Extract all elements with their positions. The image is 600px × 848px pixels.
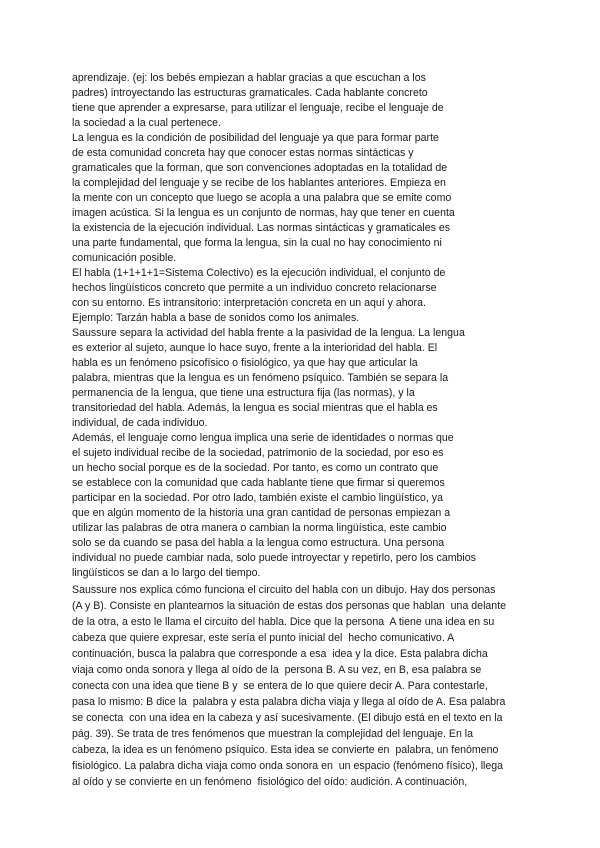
text-line: pág. 39). Se trata de tres fenómenos que muestran la complejidad del lenguaje. En la [72,728,474,740]
text-line: imagen acústica. Si la lengua es un conjunto de normas, hay que tener en cuenta [72,207,455,219]
text-line: de la otra, a esto le llama el circuito del habla. Dice que la persona A tiene una idea en su [72,616,495,628]
text-line: cabeza que quiere expresar, este sería el punto inicial del hecho comunicativo. A [72,632,455,644]
text-line: el sujeto individual recibe de la sociedad, patrimonio de la sociedad, por eso es [72,447,444,459]
text-line: que en algún momento de la historia una gran cantidad de personas empiezan a [72,507,451,519]
text-line: la complejidad del lenguaje y se recibe de los hablantes anteriores. Empieza en [72,177,446,189]
text-line: la existencia de la ejecución individual. Las normas sintácticas y gramaticales es [72,222,451,234]
text-line: Ejemplo: Tarzán habla a base de sonidos como los animales. [72,312,360,324]
text-line: utilizar las palabras de otra manera o cambian la norma lingüística, este cambio [72,522,447,534]
text-line: aprendizaje. (ej: los bebés empiezan a hablar gracias a que escuchan a los [72,72,426,84]
text-line: tiene que aprender a expresarse, para utilizar el lenguaje, recibe el lenguaje de [72,102,444,114]
text-line: pasa lo mismo: B dice la palabra y esta palabra dicha viaja y llega al oído de A. Esa palabra [72,696,506,708]
text-line: conecta con una idea que tiene B y se entera de lo que quiere decir A. Para contestarle, [72,680,488,692]
text-line: la sociedad a la cual pertenece. [72,117,222,129]
text-line: continuación, busca la palabra que corresponde a esa idea y la dice. Esta palabra dicha [72,648,488,660]
text-line: fisiológico. La palabra dicha viaja como onda sonora en un espacio (fenómeno físico), llega [72,760,504,772]
text-line: un hecho social porque es de la sociedad. Por tanto, es como un contrato que [72,462,439,474]
text-line: se establece con la comunidad que cada hablante tiene que firmar si queremos [72,477,445,489]
text-line: palabra, mientras que la lengua es un fenómeno psíquico. También se separa la [72,372,449,384]
text-line: padres) introyectando las estructuras gramaticales. Cada hablante concreto [72,87,428,99]
text-line: individual, de cada individuo. [72,417,208,429]
text-line: (A y B). Consiste en plantearnos la situación de estas dos personas que hablan una delante [72,600,507,612]
text-line: Además, el lenguaje como lengua implica una serie de identidades o normas que [72,432,454,444]
text-line: cabeza, la idea es un fenómeno psíquico. Esta idea se convierte en palabra, un fenómeno [72,744,499,756]
text-line: solo se da cuando se pasa del habla a la lengua como estructura. Una persona [72,537,445,549]
text-line: una parte fundamental, que forma la lengua, sin la cual no hay conocimiento ni [72,237,442,249]
text-line: es exterior al sujeto, aunque lo hace suyo, frente a la interioridad del habla. El [72,342,438,354]
text-line: comunicación posible. [72,252,177,264]
text-line: al oído y se convierte en un fenómeno fisiológico del oído: audición. A continuación, [72,776,468,788]
text-line: permanencia de la lengua, que tiene una estructura fija (las normas), y la [72,387,415,399]
text-line: individual no puede cambiar nada, solo puede introyectar y repetirlo, pero los cambios [72,552,476,564]
text-line: de esta comunidad concreta hay que conocer estas normas sintácticas y [72,147,414,159]
text-line: viaja como onda sonora y llega al oído de la persona B. A su vez, en B, esa palabra se [72,664,482,676]
text-line: con su entorno. Es intransitorio: interpretación concreta en un aquí y ahora. [72,297,426,309]
text-line: participar en la sociedad. Por otro lado, también existe el cambio lingüístico, ya [72,492,443,504]
text-line: transitoriedad del habla. Además, la lengua es social mientras que el habla es [72,402,438,414]
text-line: La lengua es la condición de posibilidad del lenguaje ya que para formar parte [72,132,439,144]
text-line: la mente con un concepto que luego se acopla a una palabra que se emite como [72,192,452,204]
text-line: hechos lingüísticos concreto que permite a un individuo concreto relacionarse [72,282,437,294]
text-line: Saussure nos explica cómo funciona el circuito del habla con un dibujo. Hay dos personas [72,584,496,596]
text-line: gramaticales que la forman, que son convenciones adoptadas en la totalidad de [72,162,448,174]
text-line: habla es un fenómeno psicofísico o fisiológico, ya que hay que articular la [72,357,418,369]
text-line: lingüísticos se dan a lo largo del tiempo. [72,567,261,579]
text-line: El habla (1+1+1+1=Sistema Colectivo) es la ejecución individual, el conjunto de [72,267,446,279]
text-line: se conecta con una idea en la cabeza y así sucesivamente. (El dibujo está en el texto en la [72,712,503,724]
text-line: Saussure separa la actividad del habla frente a la pasividad de la lengua. La lengua [72,327,465,339]
